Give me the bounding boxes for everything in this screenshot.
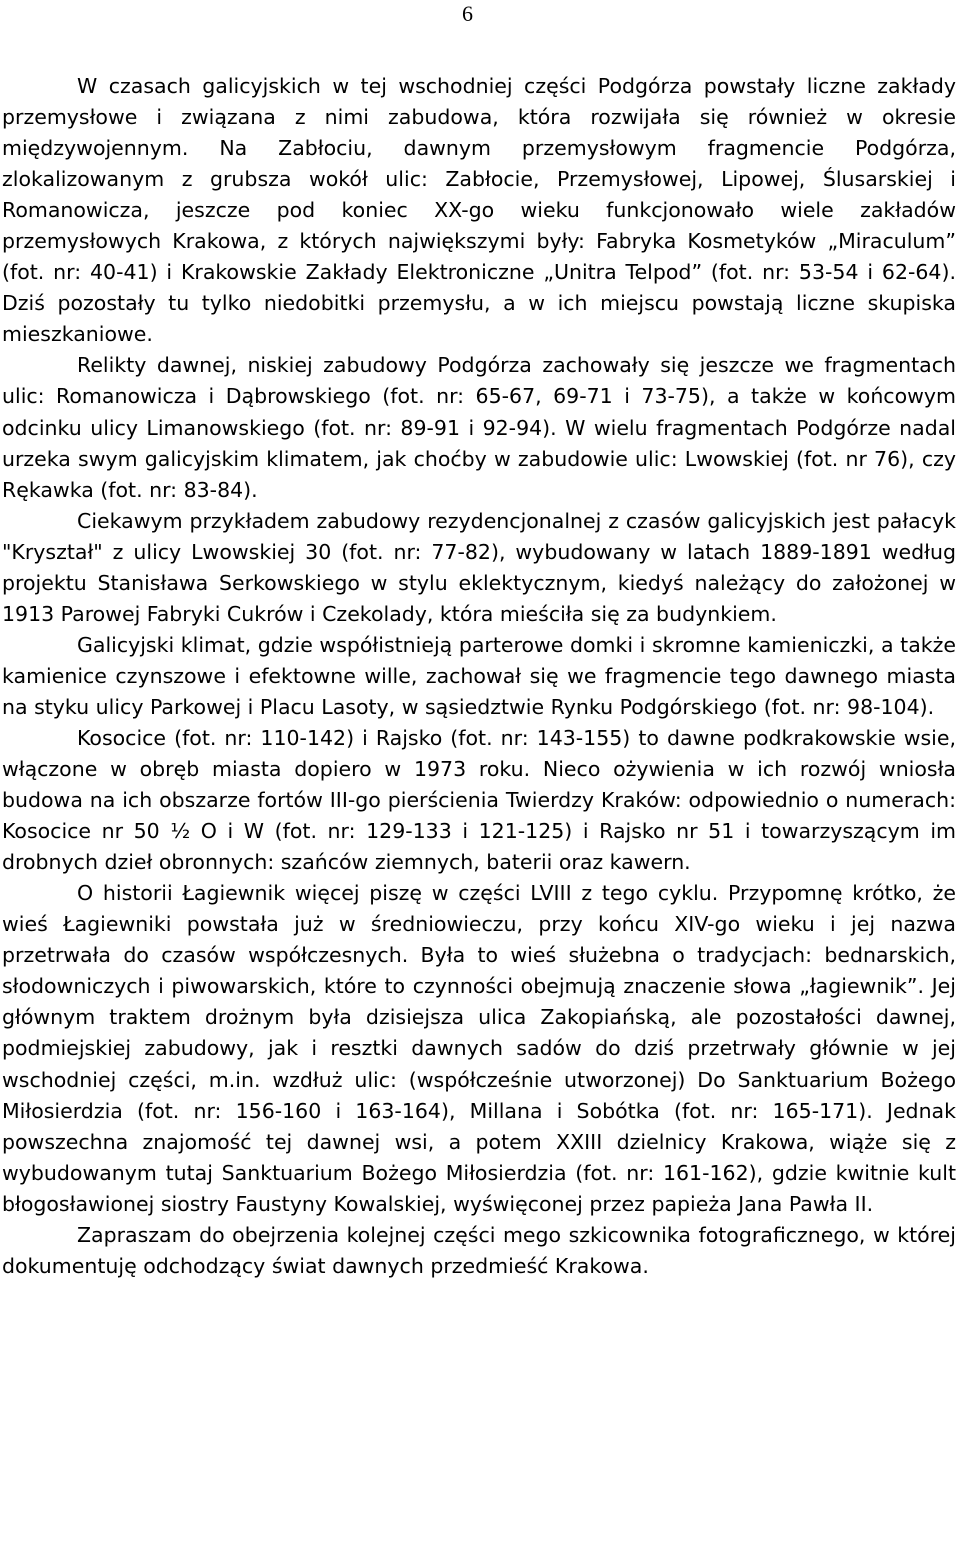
paragraph-krysztal: Ciekawym przykładem zabudowy rezydencjonalnej z czasów galicyjskich jest pałacyk "Kryształ" z ulicy Lwowskiej 30 (fot. nr: 77-82), wybudowany w latach 1889-1891 według projektu Stanisława Serkowskiego w stylu eklektycznym, kiedyś należący do założonej w 1913 Parowej Fabryki Cukrów i Czekolady, która mieściła się za budynkiem. [2,508,956,626]
paragraph-zablocie: W czasach galicyjskich w tej wschodniej części Podgórza powstały liczne zakłady przemysłowe i związana z nimi zabudowa, która rozwijała się również w okresie międzywojennym. Na Zabłociu, dawnym przemysłowym fragmencie Podgórza, zlokalizowanym z grubsza wokół ulic: Zabłocie, Przemysłowej, Lipowej, Ślusarskiej i Romanowicza, jeszcze pod koniec XX-go wieku funkcjonowało wiele zakładów przemysłowych Krakowa, z których największymi były: Fabryka Kosmetyków „Miraculum” (fot. nr: 40-41) i Krakowskie Zakłady Elektroniczne „Unitra Telpod” (fot. nr: 53-54 i 62-64). Dziś pozostały tu tylko niedobitki przemysłu, a w ich miejscu powstają liczne skupiska mieszkaniowe. [2,74,956,347]
paragraph-zaproszenie: Zapraszam do obejrzenia kolejnej części mego szkicownika fotograficznego, w której dokumentuję odchodzący świat dawnych przedmieść Krakowa. [2,1222,956,1278]
paragraph-relikty: Relikty dawnej, niskiej zabudowy Podgórza zachowały się jeszcze we fragmentach ulic: Romanowicza i Dąbrowskiego (fot. nr: 65-67, 69-71 i 73-75), a także w końcowym odcinku ulicy Limanowskiego (fot. nr: 89-91 i 92-94). W wielu fragmentach Podgórze nadal urzeka swym galicyjskim klimatem, jak choćby w zabudowie ulic: Lwowskiej (fot. nr 76), czy Rękawka (fot. nr: 83-84). [2,353,956,502]
paragraph-kosocice-rajsko: Kosocice (fot. nr: 110-142) i Rajsko (fot. nr: 143-155) to dawne podkrakowskie wsie, włączone w obręb miasta dopiero w 1973 roku. Nieco ożywienia w ich rozwój wniosła budowa na ich obszarze fortów III-go pierścienia Twierdzy Kraków: odpowiednio o numerach: Kosocice nr 50 ½ O i W (fot. nr: 129-133 i 121-125) i Rajsko nr 51 i towarzyszącym im drobnych dzieł obronnych: szańców ziemnych, baterii oraz kawern. [2,725,956,875]
document-body [2,71,956,1282]
paragraph-lagiewniki: O historii Łagiewnik więcej piszę w części LVIII z tego cyklu. Przypomnę krótko, że wieś Łagiewniki powstała już w średniowieczu, przy końcu XIV-go wieku i jej nazwa przetrwała do czasów współczesnych. Była to wieś służebna o tradycjach: bednarskich, słodowniczych i piwowarskich, które to czynności obejmują znaczenie słowa „łagiewnik”. Jej głównym traktem drożnym była dzisiejsza ulica Zakopiańską, ale pozostałości dawnej, podmiejskiej zabudowy, jak i resztki dawnych sadów do dziś przetrwały głównie w jej wschodniej części, m.in. wzdłuż ulic: (współcześnie utworzonej) Do Sanktuarium Bożego Miłosierdzia (fot. nr: 156-160 i 163-164), Millana i Sobótka (fot. nr: 165-171). Jednak powszechna znajomość tej dawnej wsi, a potem XXIII dzielnicy Krakowa, wiąże się z wybudowanym tutaj Sanktuarium Bożego Miłosierdzia (fot. nr: 161-162), gdzie kwitnie kult błogosławionej siostry Faustyny Kowalskiej, wyświęconej przez papieża Jana Pawła II. [2,881,956,1216]
paragraph-galicyjski-klimat: Galicyjski klimat, gdzie współistnieją parterowe domki i skromne kamieniczki, a także kamienice czynszowe i efektowne wille, zachował się we fragmencie tego dawnego miasta na styku ulicy Parkowej i Placu Lasoty, w sąsiedztwie Rynku Podgórskiego (fot. nr: 98-104). [2,632,956,719]
page-number: 6 [462,1,473,26]
